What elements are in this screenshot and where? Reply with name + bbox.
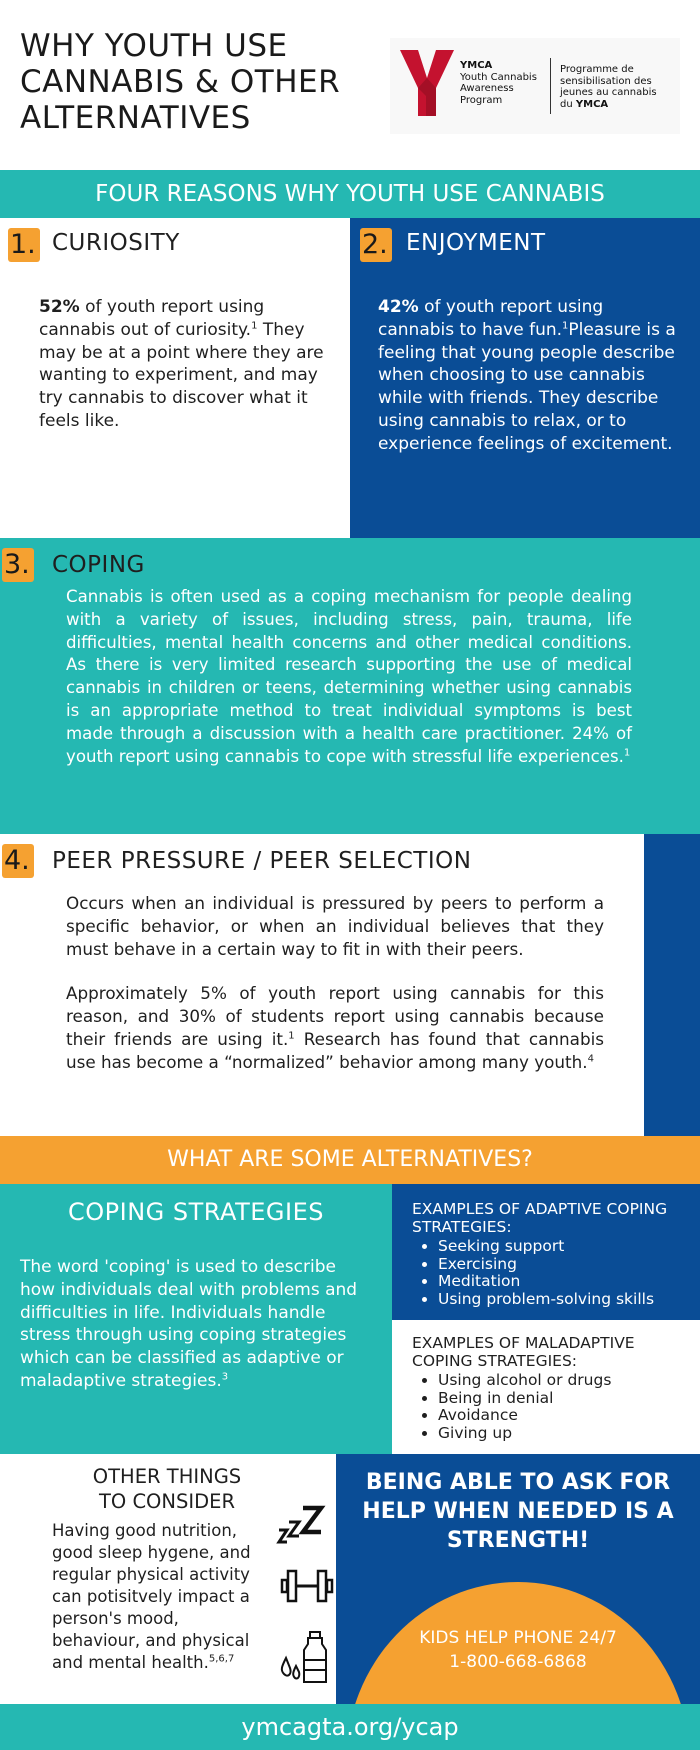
title-line: ALTERNATIVES [20, 100, 251, 136]
list-item: • Seeking support [438, 1238, 700, 1256]
text-span: Cannabis is often used as a coping mechanism for people dealing with a variety of issues, including stress, pain, trauma, life difficulties, mental health concerns and other medical conditions. As there is very limited research supporting the use of medical cannabis in children or teens, determining whether using cannabis is an appropriate method to treat individual symptoms is best made through a discussion with a health care practitioner. 24% of youth report using cannabis to cope with stressful life experiences. [66, 587, 632, 766]
kids-help-phone [336, 1626, 700, 1674]
adaptive-strategies [392, 1184, 700, 1320]
logo-line: du [560, 98, 573, 110]
reason-curiosity [0, 218, 350, 538]
text-span: The word 'coping' is used to describe how individuals deal with problems and difficulties in life. Individuals handle stress through using coping strategies which can be classified as adaptive or maladaptive strategies. [20, 1257, 358, 1391]
footnote-ref: 1 [251, 320, 258, 332]
coping-strategies [0, 1184, 392, 1454]
text-span: Pleasure is a feeling that young people describe when choosing to use cannabis while with friends. They describe using cannabis to relax, or to experience feelings of excitement. [378, 319, 676, 454]
footnote-ref: 4 [587, 1053, 594, 1065]
title-line: OTHER THINGS [92, 1465, 242, 1488]
logo-line: jeunes au cannabis [560, 87, 657, 98]
other-title [52, 1464, 282, 1514]
logo-line: Awareness [460, 83, 514, 94]
logo-line: Youth Cannabis [460, 71, 537, 83]
footnote-ref: 1 [288, 1030, 295, 1042]
coping-text [20, 1256, 372, 1393]
reason-number: 2. [360, 228, 392, 262]
list-item: • Avoidance [438, 1407, 700, 1425]
reason-enjoyment [350, 218, 700, 538]
text-span: They may be at a point where they are wanting to experiment, and may try cannabis to discover what it feels like. [39, 319, 324, 431]
reason-title: ENJOYMENT [406, 230, 546, 256]
page-title [20, 28, 360, 136]
reason-number: 4. [2, 844, 34, 878]
reason-number: 1. [8, 228, 40, 262]
reason-text [378, 296, 680, 456]
reason-paragraph [66, 982, 604, 1073]
footnote-ref: 3 [221, 1371, 229, 1383]
logo-divider [550, 58, 551, 114]
text-span: Having good nutrition, good sleep hygene, and regular physical activity can potisitvely impact a person's mood, behaviour, and physical and mental health. [52, 1521, 251, 1672]
reasons-banner: FOUR REASONS WHY YOUTH USE CANNABIS [0, 170, 700, 218]
text-span: Approximately 5% of youth report using cannabis for this reason, and 30% of students report using cannabis because their friends are using it. [66, 983, 604, 1049]
maladaptive-title: EXAMPLES OF MALADAPTIVE COPING STRATEGIES: [412, 1334, 635, 1370]
reason-title: CURIOSITY [52, 230, 180, 256]
list-item: • Using problem-solving skills [438, 1291, 700, 1309]
ymca-logo [390, 38, 680, 134]
other-text [52, 1520, 266, 1674]
footnote-ref: 1 [623, 747, 631, 759]
reason-text [39, 296, 329, 433]
reason-text [66, 586, 632, 768]
logo-ymca-word: YMCA [575, 98, 609, 110]
footer-url-link[interactable]: ymcagta.org/ycap [0, 1704, 700, 1750]
title-line: TO CONSIDER [98, 1490, 236, 1513]
logo-line: Program [460, 94, 503, 106]
list-item: • Giving up [438, 1425, 700, 1443]
text-span: of youth report using cannabis out of curiosity. [39, 297, 265, 340]
sleep-icon [275, 1504, 331, 1554]
maladaptive-list [412, 1372, 700, 1442]
title-line: CANNABIS & OTHER [20, 64, 341, 100]
other-things-to-consider [0, 1454, 336, 1704]
reason-stat: 52% [39, 297, 80, 317]
list-item: • Exercising [438, 1256, 700, 1274]
logo-line: Programme de [560, 64, 634, 75]
list-item: • Using alcohol or drugs [438, 1372, 700, 1390]
title-line: WHY YOUTH USE [20, 28, 288, 64]
adaptive-list [412, 1238, 700, 1308]
reason-peer-pressure [0, 834, 644, 1136]
water-bottle-icon [278, 1630, 330, 1686]
coping-title: COPING STRATEGIES [68, 1198, 324, 1226]
ymca-y-icon [398, 48, 456, 118]
footnote-ref: 5,6,7 [208, 1653, 235, 1665]
reason-stat: 42% [378, 297, 419, 317]
help-headline: BEING ABLE TO ASK FOR HELP WHEN NEEDED IS A STRENGTH! [362, 1470, 674, 1553]
logo-line: sensibilisation des [560, 75, 652, 87]
reason-paragraph: Occurs when an individual is pressured by peers to perform a specific behavior, or when an individual believes that they must behave in a certain way to fit in with their peers. [66, 893, 604, 959]
helpline-name: KIDS HELP PHONE 24/7 [419, 1628, 617, 1648]
list-item: • Being in denial [438, 1390, 700, 1408]
list-item: • Meditation [438, 1273, 700, 1291]
text-span: of youth report using cannabis to have fun. [378, 297, 604, 340]
reason-title: PEER PRESSURE / PEER SELECTION [52, 848, 472, 874]
reason-coping [0, 538, 700, 834]
logo-french-text [560, 64, 670, 110]
side-stripe [644, 834, 700, 1136]
reason-text [66, 892, 604, 1074]
adaptive-title: EXAMPLES OF ADAPTIVE COPING STRATEGIES: [412, 1200, 668, 1236]
helpline-number[interactable]: 1-800-668-6868 [449, 1652, 587, 1672]
logo-english-text [460, 60, 560, 106]
logo-ymca-word: YMCA [460, 60, 493, 71]
text-span: Research has found that cannabis use has become a “normalized” behavior among many youth. [66, 1028, 605, 1072]
dumbbell-icon [280, 1566, 334, 1606]
alternatives-banner: WHAT ARE SOME ALTERNATIVES? [0, 1136, 700, 1184]
footnote-ref: 1 [562, 320, 569, 332]
reason-number: 3. [2, 548, 34, 582]
ask-for-help-panel [336, 1454, 700, 1704]
maladaptive-strategies [392, 1320, 700, 1454]
reason-title: COPING [52, 552, 145, 578]
